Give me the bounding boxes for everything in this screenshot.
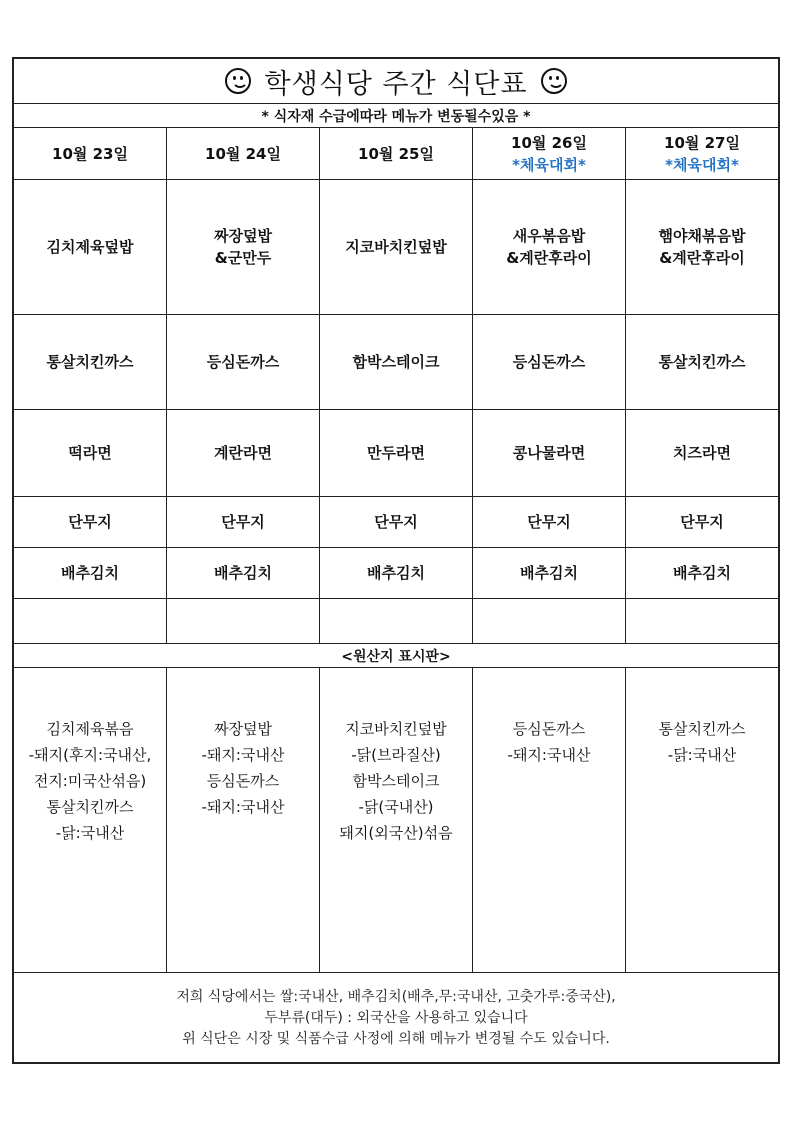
menu-cell: 떡라면 [14,410,167,496]
smiley-icon [541,68,567,94]
menu-row-ramen [14,410,778,497]
footer-line: 저희 식당에서는 쌀:국내산, 배추김치(배추,무:국내산, 고춧가루:중국산), [176,989,616,1005]
empty-cell [167,599,320,643]
menu-cell: 치즈라면 [673,444,731,462]
menu-cell: 배추김치 [673,564,731,582]
menu-cell: 단무지 [680,513,724,531]
empty-cell [14,599,167,643]
origin-heading: <원산지 표시판> [14,644,778,668]
menu-row-kimchi [14,548,778,599]
date-cell: 10월 26일 *체육대회* [473,128,626,179]
menu-cell: 김치제육덮밥 [14,180,167,314]
menu-cell: 햄야채볶음밥 &계란후라이 [658,227,746,267]
title-bar [14,59,778,104]
date-header-row [14,128,778,180]
footer-line: 두부류(대두) : 외국산을 사용하고 있습니다 [264,1010,528,1026]
menu-cell: 배추김치 [14,548,167,598]
date-cell: 10월 25일 [320,128,473,179]
menu-cell: 배추김치 [320,548,473,598]
menu-cell: 새우볶음밥 &계란후라이 [473,180,626,314]
origin-cell: 통살치킨까스 -닭:국내산 [658,720,746,764]
notice: * 식자재 수급에따라 메뉴가 변동될수있음 * [14,104,778,128]
menu-cell: 배추김치 [473,548,626,598]
empty-cell [626,599,778,643]
date-cell: 10월 27일 *체육대회* [664,133,740,174]
origin-row [14,668,778,972]
menu-row-main [14,180,778,315]
menu-cell: 단무지 [14,497,167,547]
origin-cell: 지코바치킨덮밥 -닭(브라질산) 함박스테이크 -닭(국내산) 돼지(외국산)섞음 [320,668,473,972]
event-note: *체육대회* [512,155,586,174]
date-cell: 10월 24일 [167,128,320,179]
menu-cell: 통살치킨까스 [14,315,167,409]
menu-cell: 계란라면 [167,410,320,496]
menu-sheet [12,57,780,1064]
menu-cell: 단무지 [473,497,626,547]
menu-cell: 만두라면 [320,410,473,496]
menu-cell: 등심돈까스 [473,315,626,409]
menu-cell: 콩나물라면 [473,410,626,496]
menu-cell: 배추김치 [167,548,320,598]
menu-cell: 등심돈까스 [167,315,320,409]
menu-row-pickle [14,497,778,548]
menu-cell: 통살치킨까스 [658,353,746,371]
page-title: 학생식당 주간 식단표 [264,68,528,100]
origin-cell: 등심돈까스 -돼지:국내산 [473,668,626,972]
menu-cell: 짜장덮밥 &군만두 [167,180,320,314]
empty-cell [320,599,473,643]
menu-cell: 함박스테이크 [320,315,473,409]
menu-row-empty [14,599,778,644]
menu-cell: 단무지 [320,497,473,547]
menu-row-cutlet [14,315,778,410]
smiley-icon [225,68,251,94]
menu-cell: 지코바치킨덮밥 [320,180,473,314]
event-note: *체육대회* [665,155,739,174]
footer-note [14,972,778,1064]
date-cell: 10월 23일 [14,128,167,179]
footer-line: 위 식단은 시장 및 식품수급 사정에 의해 메뉴가 변경될 수도 있습니다. [182,1031,610,1047]
menu-cell: 단무지 [167,497,320,547]
origin-cell: 김치제육볶음 -돼지(후지:국내산, 전지:미국산섞음) 통살치킨까스 -닭:국내산 [14,668,167,972]
empty-cell [473,599,626,643]
origin-cell: 짜장덮밥 -돼지:국내산 등심돈까스 -돼지:국내산 [167,668,320,972]
